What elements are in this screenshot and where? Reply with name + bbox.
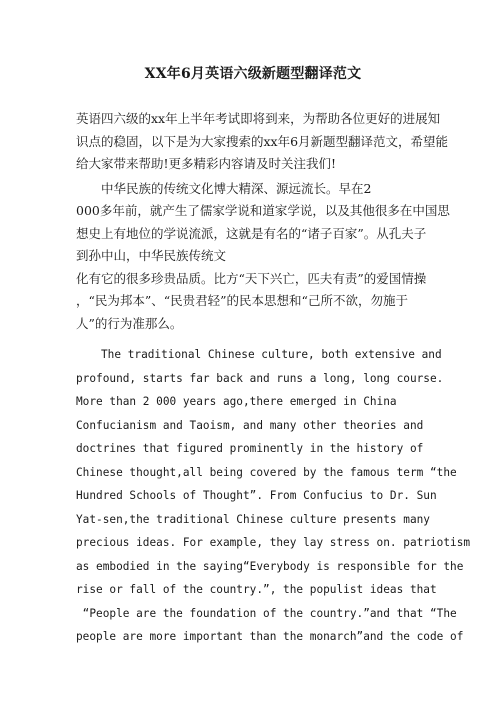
chinese-passage-line: 想史上有地位的学说流派，这就是有名的“诸子百家”。从孔夫子 (76, 225, 427, 241)
intro-line: 识点的稳固，以下是为大家搜索的xx年6月新题型翻译范文，希望能 (76, 133, 449, 149)
english-passage-line: Hundred Schools of Thought”. From Confucius to Dr. Sun (76, 489, 437, 502)
english-passage-line: Yat-sen,the traditional Chinese culture presents many (76, 512, 430, 526)
chinese-passage-line: ，“民为邦本”、“民贵君轻”的民本思想和“己所不欲，勿施于 (76, 293, 408, 308)
english-passage-line: More than 2 000 years ago,there emerged in China (76, 395, 397, 408)
english-passage-line: rise or fall of the country.”, the populist ideas that (76, 583, 437, 596)
english-passage-line: as embodied in the saying“Everybody is responsible for the (76, 559, 464, 573)
english-passage-line: The traditional Chinese culture, both extensive and (101, 348, 442, 361)
intro-paragraph (76, 108, 449, 176)
intro-line: 给大家带来帮助!更多精彩内容请及时关注我们! (76, 156, 337, 171)
chinese-passage-line: 化有它的很多珍贵品质。比方“天下兴亡，匹夫有责”的爱国情操 (76, 270, 427, 286)
chinese-passage-line: 到孙中山，中华民族传统文 (76, 248, 227, 263)
english-passage-line: precious ideas. For example, they lay stress on. patriotism (76, 536, 471, 549)
chinese-passage-line: 人”的行为准那么。 (76, 315, 183, 331)
chinese-passage-line: 000多年前，就产生了儒家学说和道家学说，以及其他很多在中国思 (76, 203, 450, 218)
english-passage-line: Confucianism and Taoism, and many other theories and (76, 418, 424, 432)
english-passage-line: profound, starts far back and runs a long, long course. (76, 371, 444, 385)
chinese-passage (76, 178, 450, 336)
chinese-passage-line: 中华民族的传统文化博大精深、源远流长。早在2 (101, 180, 372, 196)
english-passage (76, 343, 471, 649)
intro-line: 英语四六级的xx年上半年考试即将到来，为帮助各位更好的进展知 (76, 111, 441, 126)
english-passage-line: “People are the foundation of the country.”and that “The (76, 606, 457, 620)
english-passage-line: Chinese thought,all being covered by the famous term “the (76, 465, 457, 479)
english-passage-line: doctrines that figured prominently in the history of (76, 442, 424, 455)
document-title: XX年6月英语六级新题型翻译范文 (144, 66, 362, 82)
english-passage-line: people are more important than the monarch”and the code of (76, 630, 464, 643)
